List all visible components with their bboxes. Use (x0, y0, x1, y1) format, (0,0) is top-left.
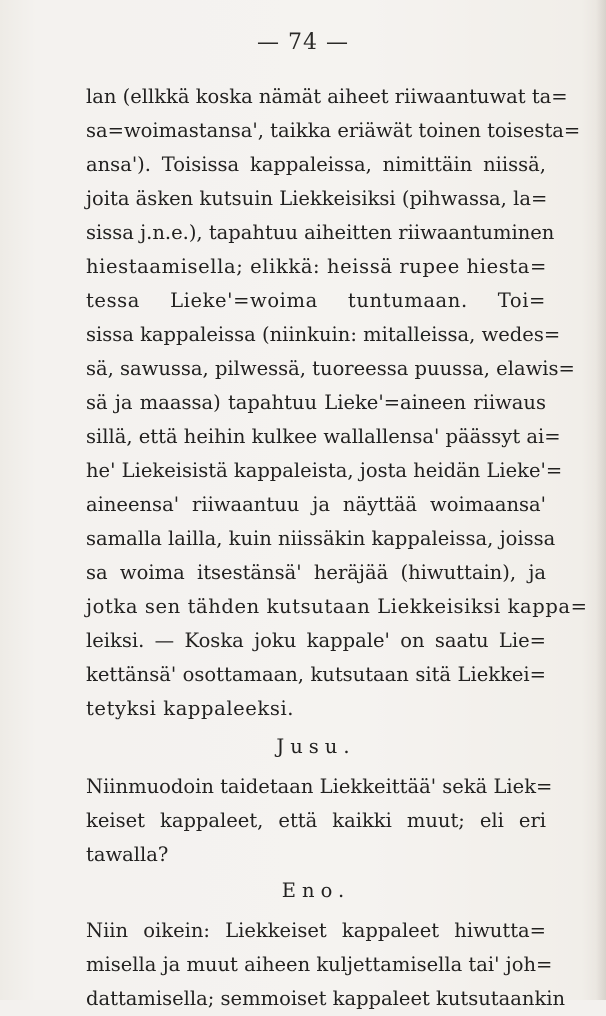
text-line: sä, sawussa, pilwessä, tuoreessa puussa, elawis= (86, 357, 575, 380)
text-line: hiestaamisella; elikkä: heissä rupee hiesta= (86, 255, 547, 278)
speaker-heading-eno: Eno. (281, 879, 351, 902)
text-line: aineensa' riiwaantuu ja näyttää woimaansa' (86, 493, 546, 516)
text-line: jotka sen tähden kutsutaan Liekkeisiksi kappa= (86, 595, 588, 618)
speaker-heading-jusu: Jusu. (276, 735, 356, 758)
text-line: joita äsken kutsuin Liekkeisiksi (pihwassa, la= (86, 187, 548, 210)
text-line: tetyksi kappaleeksi. (86, 697, 295, 720)
text-line: sä ja maassa) tapahtuu Lieke'=aineen riiwaus (86, 391, 546, 414)
text-line: sillä, että heihin kulkee wallallensa' päässyt ai= (86, 425, 561, 448)
text-line: tawalla? (86, 843, 169, 866)
page-number: — 74 — (257, 30, 349, 55)
text-line: samalla lailla, kuin niissäkin kappaleissa, joissa (86, 527, 556, 550)
text-line: sissa j.n.e.), tapahtuu aiheitten riiwaantuminen (86, 221, 555, 244)
text-line: tessa Lieke'=woima tuntumaan. Toi= (86, 289, 546, 312)
text-line: Niin oikein: Liekkeiset kappaleet hiwutta= (86, 919, 546, 942)
page-edge-shadow (596, 0, 606, 1000)
text-line: leiksi. — Koska joku kappale' on saatu Lie= (86, 629, 546, 652)
text-line: misella ja muut aiheen kuljettamisella tai' joh= (86, 953, 553, 976)
text-line: dattamisella; semmoiset kappaleet kutsutaankin (86, 987, 566, 1010)
text-line: sissa kappaleissa (niinkuin: mitalleissa, wedes= (86, 323, 561, 346)
text-line: sa woima itsestänsä' heräjää (hiwuttain), ja (86, 561, 546, 584)
text-line: ansa'). Toisissa kappaleissa, nimittäin niissä, (86, 153, 546, 176)
text-line: lan (ellkkä koska nämät aiheet riiwaantuwat ta= (86, 85, 568, 108)
text-line: Niinmuodoin taidetaan Liekkeittää' sekä Liek= (86, 775, 553, 798)
text-line: he' Liekeisistä kappaleista, josta heidän Lieke'= (86, 459, 563, 482)
text-line: keiset kappaleet, että kaikki muut; eli eri (86, 809, 546, 832)
text-line: sa=woimastansa', taikka eriäwät toinen toisesta= (86, 119, 581, 142)
text-line: kettänsä' osottamaan, kutsutaan sitä Liekkei= (86, 663, 546, 686)
